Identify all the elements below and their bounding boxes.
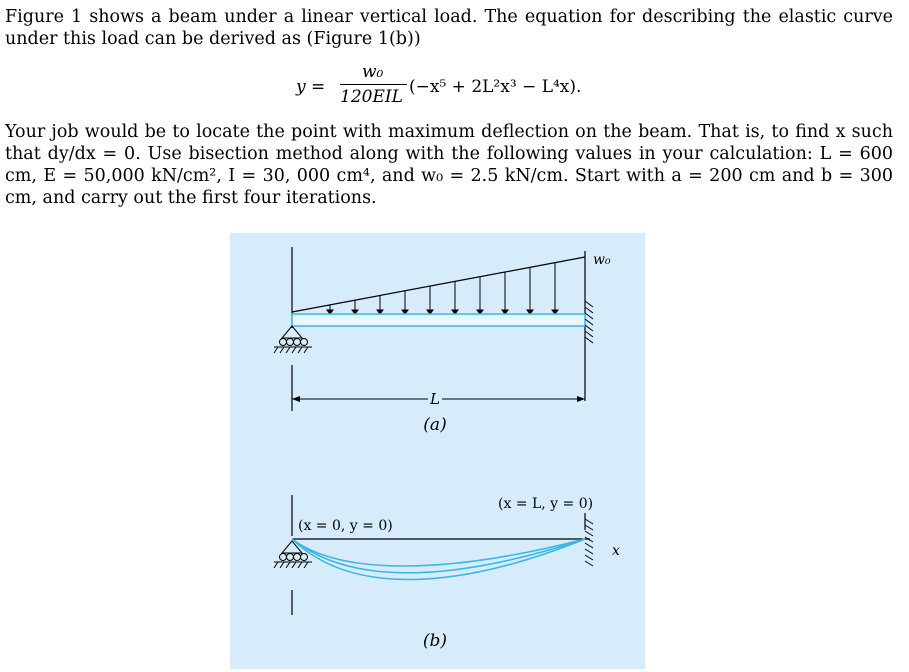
beam bbox=[292, 314, 585, 326]
deflected-beam bbox=[292, 539, 585, 580]
fixed-support-hatch-b bbox=[585, 519, 593, 566]
left-boundary-condition: (x = 0, y = 0) bbox=[298, 518, 393, 534]
fraction-bar bbox=[340, 84, 407, 85]
beam-figure bbox=[230, 233, 645, 669]
x-axis-label: x bbox=[612, 543, 620, 559]
caption-b: (b) bbox=[422, 631, 448, 651]
load-arrows bbox=[327, 262, 558, 314]
beam-figure-svg bbox=[230, 233, 645, 669]
roller-support-b bbox=[274, 541, 312, 568]
load-slope-line bbox=[292, 257, 585, 312]
equation-numerator: w₀ bbox=[362, 62, 384, 82]
task-paragraph: Your job would be to locate the point with maximum deflection on the beam. That is, to find x such that dy/dx = 0. Use bisection method along with the following values in your calculation: L = 600 cm, E = 50,000 kN/cm², I = 30, 000 cm⁴, and w₀ = 2.5 kN/cm. Start with a = 200 cm and b = 300 cm, and carry out the first four iterations. bbox=[5, 122, 893, 208]
right-boundary-condition: (x = L, y = 0) bbox=[498, 496, 594, 512]
equation-expression: (−x⁵ + 2L²x³ − L⁴x). bbox=[409, 77, 582, 97]
caption-a: (a) bbox=[423, 415, 447, 435]
intro-paragraph: Figure 1 shows a beam under a linear vertical load. The equation for describing the elastic curve under this load can be derived as (Figure 1(b)) bbox=[5, 7, 893, 49]
equation-denominator: 120EIL bbox=[340, 87, 403, 107]
load-label: w₀ bbox=[593, 252, 611, 268]
roller-support-a bbox=[274, 326, 312, 353]
equation-lhs: y = bbox=[296, 77, 326, 97]
dimension-arrow-left bbox=[292, 396, 300, 402]
dimension-arrow-right bbox=[577, 396, 585, 402]
span-label: L bbox=[430, 390, 440, 408]
fixed-support-hatch-a bbox=[585, 301, 593, 343]
